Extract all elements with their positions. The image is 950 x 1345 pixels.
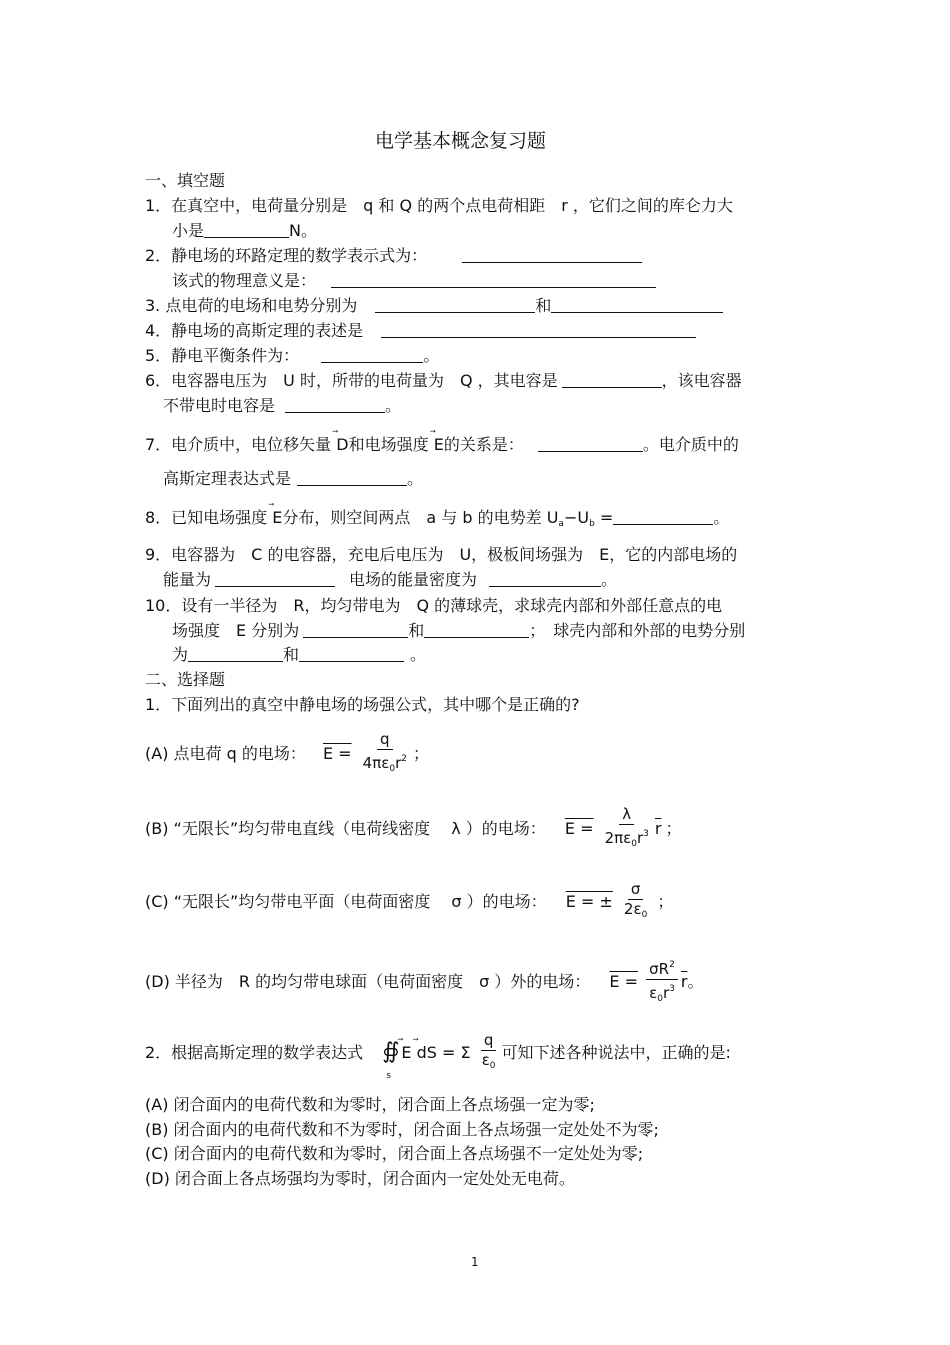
q2-answer-blank-1	[462, 246, 642, 263]
q10-text-post: ； 球壳内部和外部的电势分别	[529, 621, 746, 640]
q3-text-mid: 和	[535, 296, 552, 315]
fraction-numerator: λ	[619, 805, 634, 825]
option-a-fraction	[360, 730, 410, 779]
fill-question-3	[145, 296, 723, 316]
fill-question-10-line2	[172, 621, 745, 641]
q3-answer-blank-1	[375, 296, 535, 313]
vector-ds: ⃗ dS	[417, 1033, 437, 1073]
option-d-end: 。	[687, 972, 704, 991]
option-c-text: (C) “无限长”均匀带电平面（电荷面密度 σ ）的电场：	[145, 892, 547, 911]
q2-stem-pre: 2．根据高斯定理的数学表达式	[145, 1043, 364, 1062]
fraction-denominator: $2\varepsilon_0$	[623, 900, 648, 920]
option-d-fraction	[646, 956, 678, 1009]
q10-text: 场强度 E 分别为	[172, 621, 300, 640]
q7-text-mid: 和电场强度	[348, 435, 429, 454]
option-b-end: ；	[665, 819, 682, 838]
choice-2-option-a: (A) 闭合面内的电荷代数和为零时，闭合面上各点场强一定为零;	[145, 1095, 595, 1114]
fraction-denominator: $2\pi\varepsilon_0r^3$	[604, 829, 649, 849]
q9-answer-blank-1	[215, 570, 335, 587]
q10-text-mid: 和	[408, 621, 425, 640]
page-title: 电学基本概念复习题	[375, 130, 547, 152]
q6-answer-blank-2	[285, 396, 385, 413]
choice-1-option-d	[145, 956, 703, 1009]
fill-question-2-line1	[145, 246, 642, 266]
fraction-numerator: $\sigma R^2$	[646, 956, 678, 980]
q5-text: 5．静电平衡条件为：	[145, 346, 300, 365]
q6-text-2: 不带电时电容是	[163, 396, 276, 415]
unit-vector-r: $\overline{r}$	[654, 819, 662, 838]
option-a-lhs: E =	[322, 744, 352, 763]
q8-answer-blank	[613, 508, 713, 525]
section-heading-fill: 一、填空题	[145, 171, 226, 190]
q7-answer-blank-1	[538, 435, 643, 452]
option-c-fraction	[621, 880, 650, 925]
fill-question-9-line2	[163, 570, 617, 590]
fraction-denominator: $\varepsilon_0r^3$	[649, 984, 675, 1004]
q10-text-3-mid: 和	[283, 645, 300, 664]
vector-e: ⃗ E	[434, 435, 444, 455]
q7-answer-blank-2	[297, 469, 407, 486]
choice-2-option-d: (D) 闭合面上各点场强均为零时，闭合面内一定处处无电荷。	[145, 1169, 575, 1188]
fill-question-1-line2	[172, 221, 317, 241]
section-heading-choice: 二、选择题	[145, 670, 226, 689]
q7-text-2: 高斯定理表达式是	[163, 469, 292, 488]
subscript-a: a	[558, 519, 564, 529]
q2-answer-blank-2	[331, 271, 656, 288]
option-c-end: ；	[657, 892, 674, 911]
vector-d: ⃗ D	[336, 435, 348, 455]
q7-text-2-post: 。	[407, 469, 424, 488]
q8-text-post: 。	[713, 508, 730, 527]
fill-question-7-line2	[163, 469, 423, 489]
q1-text-post: N。	[289, 221, 317, 240]
q10-answer-blank-2	[424, 621, 529, 638]
fraction-denominator: $\varepsilon_0$	[481, 1051, 496, 1071]
gauss-fraction	[479, 1031, 499, 1076]
choice-1-option-b	[145, 805, 682, 854]
fraction-denominator: $4\pi\varepsilon_0r^2$	[362, 754, 407, 774]
unit-vector-r: $\overline{r}$	[680, 972, 688, 991]
choice-question-1-stem: 1．下面列出的真空中静电场的场强公式，其中哪个是正确的?	[145, 695, 580, 714]
fill-question-1-line1: 1．在真空中，电荷量分别是 q 和 Q 的两个点电荷相距 r ，它们之间的库仑力大	[145, 196, 733, 215]
q7-text: 7．电介质中，电位移矢量	[145, 435, 332, 454]
q10-text-3-post: 。	[410, 645, 427, 664]
q6-text-post: ，该电容器	[661, 371, 742, 390]
option-d-text: (D) 半径为 R 的均匀带电球面（电荷面密度 σ ）外的电场：	[145, 972, 591, 991]
q8-text: 8．已知电场强度	[145, 508, 268, 527]
choice-2-option-c: (C) 闭合面内的电荷代数和为零时，闭合面上各点场强不一定处处为零;	[145, 1144, 644, 1163]
q10-text-3: 为	[172, 645, 189, 664]
q2-stem-post: 可知下述各种说法中，正确的是:	[501, 1043, 731, 1062]
q8-text-minus: −U	[563, 508, 590, 527]
fraction-numerator: q	[481, 1031, 497, 1051]
option-b-fraction	[602, 805, 652, 854]
q6-answer-blank-1	[562, 371, 662, 388]
gauss-equals: = Σ	[441, 1043, 471, 1062]
option-b-text: (B) “无限长”均匀带电直线（电荷线密度 λ ）的电场：	[145, 819, 546, 838]
option-c-lhs: E = ±	[565, 892, 613, 911]
fill-question-9-line1: 9．电容器为 C 的电容器，充电后电压为 U，极板间场强为 E，它的内部电场的	[145, 545, 738, 564]
q6-text: 6．电容器电压为 U 时，所带的电荷量为 Q ，其电容是	[145, 371, 558, 390]
q8-text-mid: 分布，则空间两点 a 与 b 的电势差 U	[282, 508, 559, 527]
fraction-numerator: q	[377, 730, 393, 750]
option-a-text: (A) 点电荷 q 的电场：	[145, 744, 306, 763]
q9-text-mid: 电场的能量密度为	[349, 570, 478, 589]
vector-e: ⃗ E	[401, 1033, 411, 1073]
q10-answer-blank-3	[188, 645, 283, 662]
q7-text-post1: 的关系是：	[443, 435, 524, 454]
subscript-b: b	[589, 519, 595, 529]
fill-question-8	[145, 508, 729, 534]
choice-1-option-c	[145, 880, 673, 925]
option-a-end: ；	[412, 744, 429, 763]
q3-answer-blank-2	[551, 296, 723, 313]
fraction-numerator: σ	[628, 880, 644, 900]
choice-1-option-a	[145, 730, 429, 779]
q8-equals: =	[599, 508, 614, 527]
fill-question-6-line1	[145, 371, 742, 391]
fill-question-5	[145, 346, 439, 366]
q9-text-post: 。	[601, 570, 618, 589]
vector-e: ⃗ E	[272, 508, 282, 528]
option-d-lhs: E =	[609, 972, 639, 991]
page-number: 1	[471, 1255, 479, 1269]
surface-integral-icon: ∯ s	[382, 1039, 400, 1081]
q6-text-2-post: 。	[385, 396, 402, 415]
q4-answer-blank	[381, 321, 696, 338]
q2-text-2: 该式的物理意义是：	[172, 271, 317, 290]
fill-question-6-line2	[163, 396, 401, 416]
q2-text: 2．静电场的环路定理的数学表示式为：	[145, 246, 428, 265]
q9-answer-blank-2	[489, 570, 601, 587]
fill-question-10-line3	[172, 645, 426, 665]
q1-answer-blank	[204, 221, 289, 238]
option-b-lhs: E =	[564, 819, 594, 838]
fill-question-2-line2	[172, 271, 656, 291]
fill-question-7-line1	[145, 435, 739, 455]
choice-2-option-b: (B) 闭合面内的电荷代数和不为零时，闭合面上各点场强一定处处不为零;	[145, 1120, 659, 1139]
fill-question-10-line1: 10．设有一半径为 R，均匀带电为 Q 的薄球壳，求球壳内部和外部任意点的电	[145, 596, 723, 615]
q9-text: 能量为	[163, 570, 212, 589]
q1-text-pre: 小是	[172, 221, 205, 240]
q5-answer-blank	[321, 346, 423, 363]
q10-answer-blank-1	[303, 621, 408, 638]
fill-question-4	[145, 321, 696, 341]
q4-text: 4．静电场的高斯定理的表述是	[145, 321, 364, 340]
q5-text-post: 。	[423, 346, 440, 365]
q10-answer-blank-4	[299, 645, 404, 662]
q7-text-post2: 。电介质中的	[642, 435, 739, 454]
choice-question-2-stem	[145, 1031, 731, 1081]
q3-text: 3. 点电荷的电场和电势分别为	[145, 296, 358, 315]
